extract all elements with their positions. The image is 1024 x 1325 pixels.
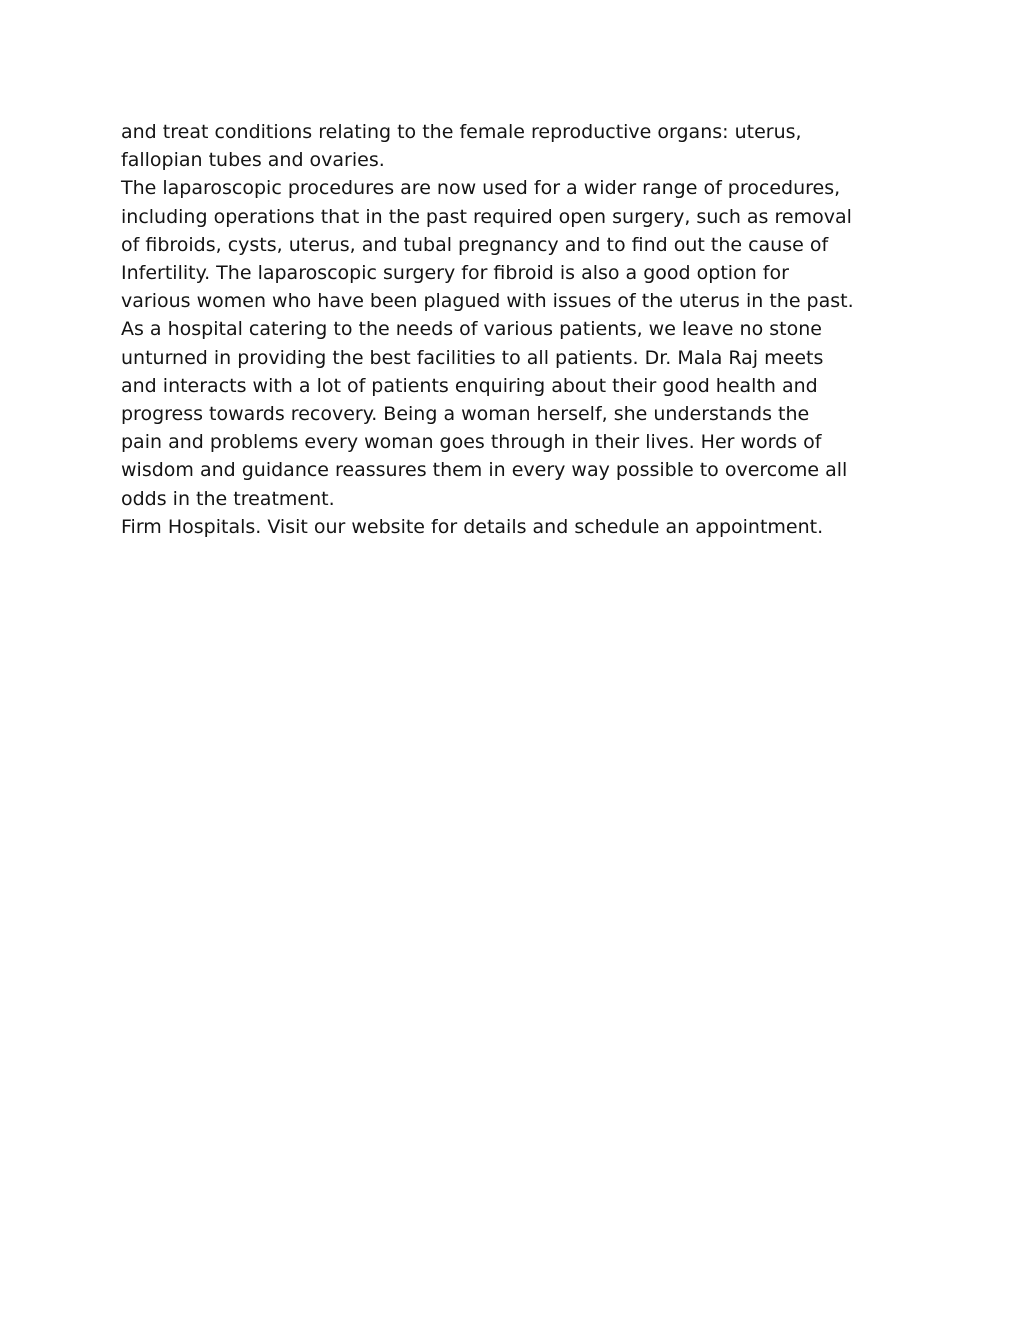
body-text	[121, 118, 921, 541]
text-line-2: fallopian tubes and ovaries.	[121, 149, 385, 172]
text-line-8: As a hospital catering to the needs of various patients, we leave no stone	[121, 318, 822, 341]
text-line-6: Infertility. The laparoscopic surgery for fibroid is also a good option for	[121, 262, 789, 285]
text-line-3: The laparoscopic procedures are now used for a wider range of procedures,	[121, 177, 841, 200]
text-line-11: progress towards recovery. Being a woman herself, she understands the	[121, 403, 810, 426]
text-line-9: unturned in providing the best facilities to all patients. Dr. Mala Raj meets	[121, 346, 824, 369]
text-line-14: odds in the treatment.	[121, 487, 335, 510]
text-line-10: and interacts with a lot of patients enquiring about their good health and	[121, 374, 818, 397]
text-line-5: of fibroids, cysts, uterus, and tubal pregnancy and to find out the cause of	[121, 233, 829, 256]
text-line-13: wisdom and guidance reassures them in every way possible to overcome all	[121, 459, 848, 482]
text-line-1: and treat conditions relating to the female reproductive organs: uterus,	[121, 121, 802, 143]
text-line-12: pain and problems every woman goes through in their lives. Her words of	[121, 431, 822, 454]
text-line-15: Firm Hospitals. Visit our website for details and schedule an appointment.	[121, 515, 824, 538]
text-line-4: including operations that in the past required open surgery, such as removal	[121, 205, 852, 228]
text-line-7: various women who have been plagued with issues of the uterus in the past.	[121, 290, 854, 313]
